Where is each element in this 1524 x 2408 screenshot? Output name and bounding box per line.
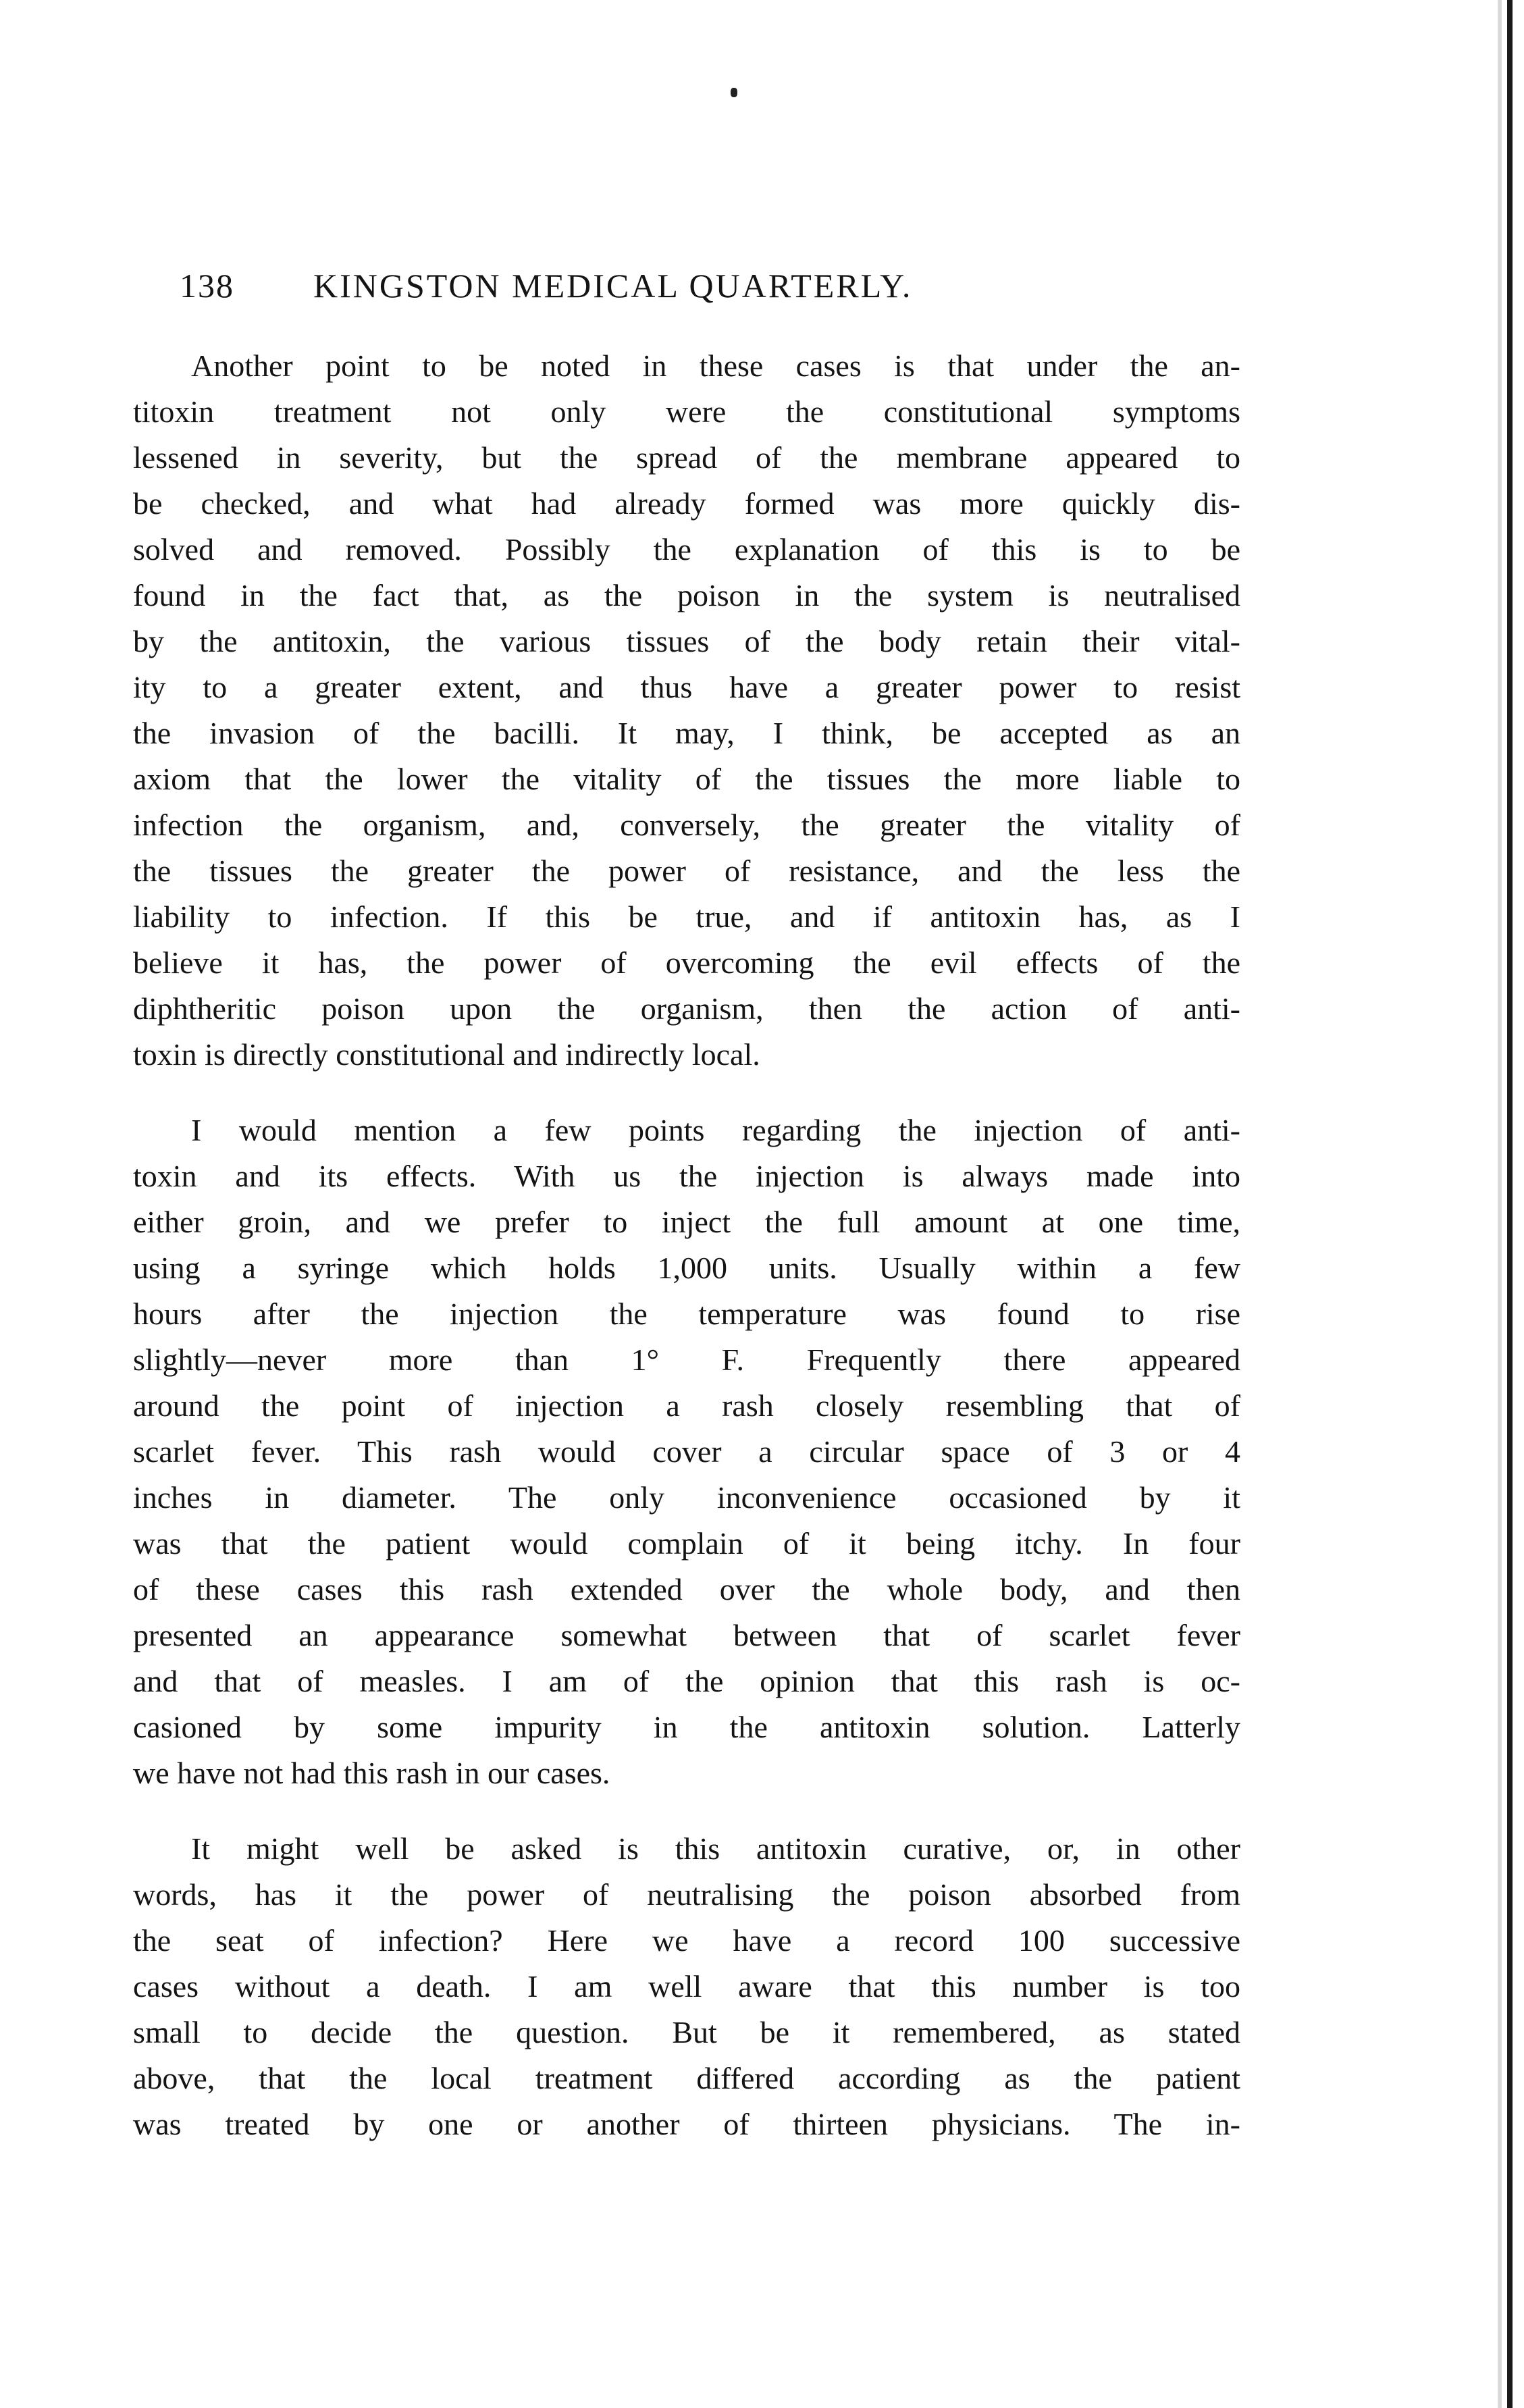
text-line: toxin and its effects. With us the injection is always made into [133, 1159, 1240, 1193]
text-line: liability to infection. If this be true, and if antitoxin has, as I [133, 899, 1240, 934]
text-line: inches in diameter. The only inconvenience occasioned by it [133, 1480, 1240, 1515]
running-head [180, 262, 1145, 309]
text-line: using a syringe which holds 1,000 units. Usually within a few [133, 1251, 1240, 1285]
text-line: infection the organism, and, conversely, the greater the vitality of [133, 808, 1240, 842]
text-line: around the point of injection a rash closely resembling that of [133, 1388, 1240, 1423]
text-line: small to decide the question. But be it remembered, as stated [133, 2015, 1240, 2049]
text-line: we have not had this rash in our cases. [133, 1756, 610, 1790]
text-line: was that the patient would complain of it being itchy. In four [133, 1526, 1240, 1561]
text-line: casioned by some impurity in the antitoxin solution. Latterly [133, 1710, 1240, 1744]
text-line: be checked, and what had already formed was more quickly dis- [133, 486, 1240, 521]
paragraph-antitoxin-effects [133, 343, 1240, 1078]
page-binding-edge [1507, 0, 1513, 2408]
text-line: found in the fact that, as the poison in the system is neutralised [133, 578, 1240, 612]
page-number: 138 [180, 267, 234, 305]
text-line: and that of measles. I am of the opinion that this rash is oc- [133, 1664, 1240, 1698]
text-line: believe it has, the power of overcoming the evil effects of the [133, 945, 1240, 980]
text-line: presented an appearance somewhat between that of scarlet fever [133, 1618, 1240, 1652]
ink-speck [731, 88, 737, 97]
text-line: lessened in severity, but the spread of the membrane appeared to [133, 440, 1240, 475]
text-line: axiom that the lower the vitality of the tissues the more liable to [133, 762, 1240, 796]
text-line: hours after the injection the temperature was found to rise [133, 1297, 1240, 1331]
paragraph-injection-notes [133, 1107, 1240, 1796]
paragraph-spacer [133, 1796, 1240, 1826]
text-line: slightly—never more than 1° F. Frequently there appeared [133, 1342, 1240, 1377]
text-line: titoxin treatment not only were the constitutional symptoms [133, 394, 1240, 429]
text-line: It might well be asked is this antitoxin curative, or, in other [191, 1831, 1240, 1866]
text-line: was treated by one or another of thirteen physicians. The in- [133, 2107, 1240, 2141]
text-line: solved and removed. Possibly the explanation of this is to be [133, 532, 1240, 567]
text-line: words, has it the power of neutralising the poison absorbed from [133, 1877, 1240, 1912]
journal-title: KINGSTON MEDICAL QUARTERLY. [313, 267, 913, 305]
text-line: scarlet fever. This rash would cover a circular space of 3 or 4 [133, 1434, 1240, 1469]
text-line: I would mention a few points regarding the injection of anti- [191, 1113, 1240, 1147]
text-line: either groin, and we prefer to inject the full amount at one time, [133, 1205, 1240, 1239]
paragraph-spacer [133, 1078, 1240, 1107]
body-text [133, 343, 1240, 2147]
text-line: by the antitoxin, the various tissues of the body retain their vital- [133, 624, 1240, 658]
text-line: ity to a greater extent, and thus have a greater power to resist [133, 670, 1240, 704]
paragraph-curative-question [133, 1826, 1240, 2147]
text-line: the tissues the greater the power of resistance, and the less the [133, 854, 1240, 888]
text-line: the invasion of the bacilli. It may, I think, be accepted as an [133, 716, 1240, 750]
text-line: Another point to be noted in these cases is that under the an- [191, 348, 1240, 383]
text-line: cases without a death. I am well aware that this number is too [133, 1969, 1240, 2004]
text-line: of these cases this rash extended over the whole body, and then [133, 1572, 1240, 1606]
page-edge-shadow [1498, 0, 1502, 2408]
text-line: diphtheritic poison upon the organism, then the action of anti- [133, 991, 1240, 1026]
text-line: above, that the local treatment differed according as the patient [133, 2061, 1240, 2095]
text-line: toxin is directly constitutional and indirectly local. [133, 1037, 760, 1072]
text-line: the seat of infection? Here we have a record 100 successive [133, 1923, 1240, 1958]
